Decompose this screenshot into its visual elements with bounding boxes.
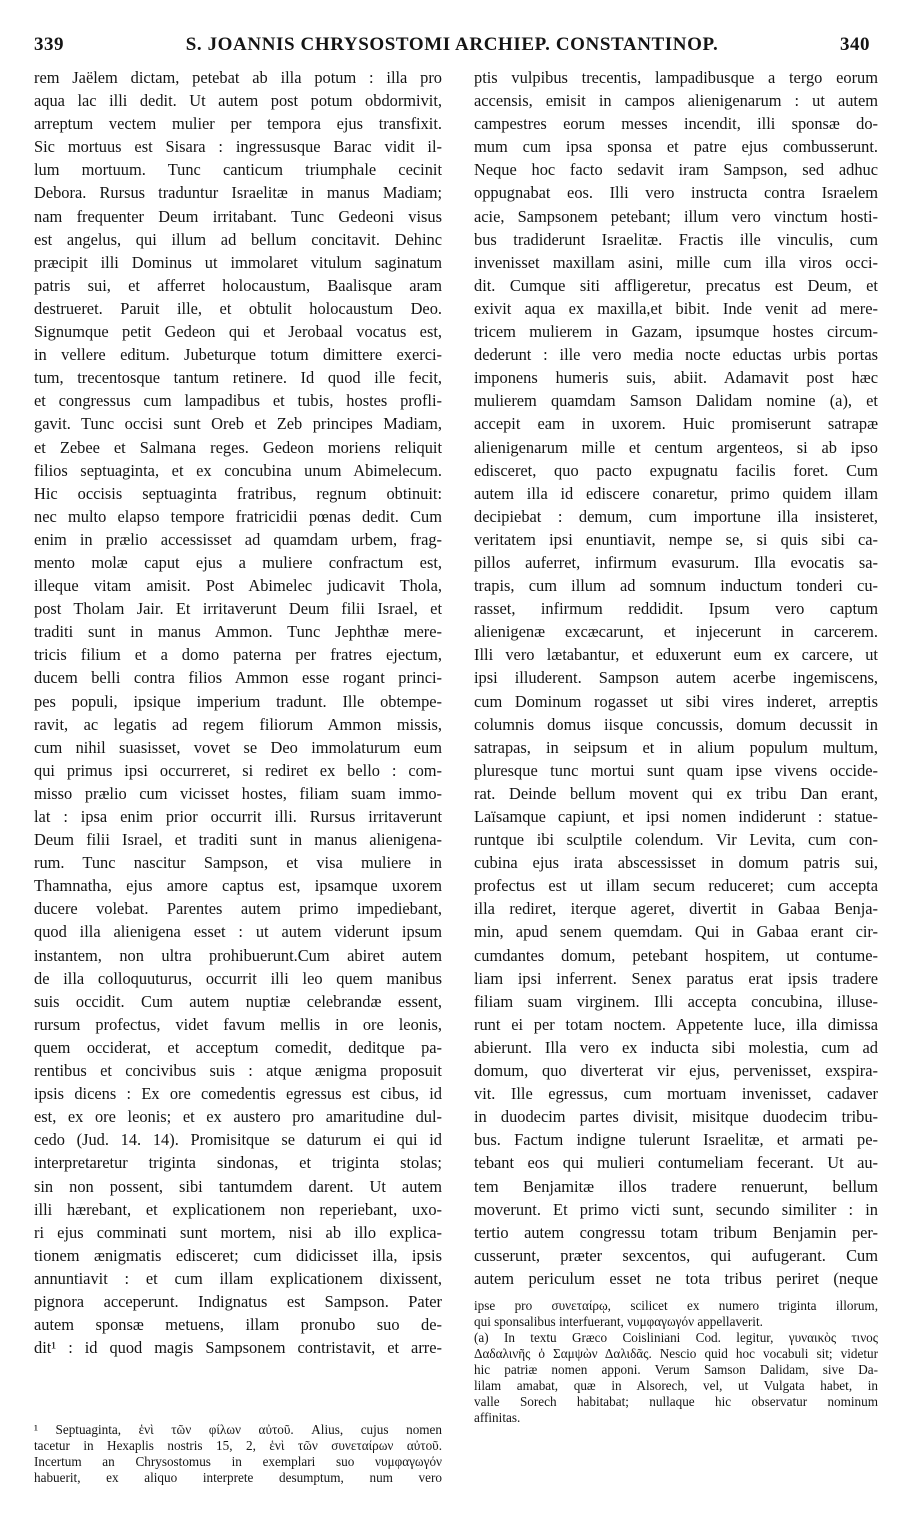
- text-line: edisceret, quo pacto expugnatu facilis foret. Cum: [474, 460, 878, 480]
- text-line: imponens humeris suis, abiit. Adamavit post hæc: [474, 368, 878, 388]
- text-line: Neque hoc facto sedavit iram Sampson, sed adhuc: [474, 160, 878, 180]
- text-line: cumdantes domum, petebant hospitem, ut contume-: [474, 945, 878, 965]
- footnotes-right: [474, 1298, 878, 1426]
- text-line: min, apud senem quemdam. Qui in Gabaa erant cir-: [474, 922, 878, 942]
- text-line: post Tholam Jair. Et irritaverunt Deum filii Israel, et: [34, 599, 442, 619]
- text-line: runt ei per totam noctem. Appetente luce, illa dimissa: [474, 1014, 878, 1034]
- text-line: rem Jaëlem dictam, petebat ab illa potum : illa pro: [34, 68, 442, 87]
- text-line: enim in prælio accessisset ad quamdam urbem, frag-: [34, 529, 442, 549]
- text-line: cum nihil suasisset, vovet se Deo immolaturum eum: [34, 737, 442, 757]
- text-line: illeque vitam amisit. Post Abimelec judicavit Thola,: [34, 576, 442, 596]
- text-line: mum cum ipsa sponsa et patre ejus combusserunt.: [474, 137, 878, 157]
- text-line: abierunt. Illa vero ex inducta sibi molestia, cum ad: [474, 1037, 878, 1057]
- text-line: dit. Cumque siti affligeretur, precatus est Deum, et: [474, 275, 878, 295]
- right-column: [474, 66, 878, 1290]
- text-line: Deum filii Israel, et traditi sunt in manus alienigena-: [34, 830, 442, 850]
- footnote-line: ¹ Septuaginta, ἑνὶ τῶν φίλων αὐτοῦ. Alius, cujus nomen: [34, 1422, 442, 1437]
- text-line: ducem belli contra filios Ammon esse rogant princi-: [34, 668, 442, 688]
- text-line: campestres eorum messes incendit, illi sponsæ do-: [474, 114, 878, 134]
- text-line: rat. Deinde bellum movent qui ex tribu Dan erant,: [474, 783, 878, 803]
- text-line: ducere volebat. Parentes autem primo impediebant,: [34, 899, 442, 919]
- text-line: lat : ipsa enim prior occurrit illi. Rursus irritaverunt: [34, 807, 442, 826]
- text-line: filiam suam virginem. Illi accepta concubina, illuse-: [474, 991, 878, 1011]
- text-line: misso prælio cum vicisset hostes, filiam suam immo-: [34, 783, 442, 803]
- text-line: Illi vero lætabantur, et eduxerunt eum ex carcere, ut: [474, 645, 878, 665]
- text-line: mulierem quamdam Samson Dalidam nomine (a), et: [474, 391, 878, 411]
- text-line: trapis, cum illum ad somnum inductum tonderi cu-: [474, 576, 878, 596]
- footnotes-left: [34, 1422, 442, 1486]
- text-line: tum, trecentosque tantum retinere. Id quod ille fecit,: [34, 368, 442, 388]
- text-line: de illa colloquuturus, occurrit illi leo quem manibus: [34, 968, 442, 988]
- text-line: suis occidit. Cum autem nuptiæ celebrandæ essent,: [34, 991, 442, 1011]
- text-line: arreptum vectem mulier per tempora ejus transfixit.: [34, 114, 442, 134]
- text-line: accensis, emisit in campos alienigenarum : ut autem: [474, 91, 878, 111]
- text-line: ri ejus comminati sunt mortem, nisi ab illo explica-: [34, 1222, 442, 1242]
- text-line: rum. Tunc nascitur Sampson, et visa muliere in: [34, 853, 442, 873]
- text-line: tem Benjamitæ illos tradere renuerunt, bellum: [474, 1176, 878, 1196]
- text-line: destrueret. Paruit ille, et obtulit holocaustum Deo.: [34, 298, 442, 318]
- text-line: tricis filium et a domo paterna per fratres ejectum,: [34, 645, 442, 665]
- text-line: moverunt. Et primo victi sunt, secundo similiter : in: [474, 1199, 878, 1219]
- text-line: aqua lac illi dedit. Ut autem post potum obdormivit,: [34, 91, 442, 111]
- text-line: quod illa alienigena esset : ut autem viderunt ipsum: [34, 922, 442, 942]
- text-line: annuntiavit : et cum illam explicationem dixissent,: [34, 1268, 442, 1288]
- text-line: nam frequenter Deum irritabant. Tunc Gedeoni visus: [34, 206, 442, 226]
- text-line: in vellere editum. Jubeturque totum dimittere exerci-: [34, 345, 442, 365]
- text-line: illa rediret, iterque ageret, divertit in Gabaa Benja-: [474, 899, 878, 919]
- text-line: sin non possent, sibi tantumdem darent. Ut autem: [34, 1176, 442, 1196]
- footnote-line: Incertum an Chrysostomus in exemplari suo νυμφαγωγόν: [34, 1454, 442, 1469]
- text-line: cum Dominum rogasset ut sibi vires inderet, arreptis: [474, 691, 878, 711]
- text-line: dederunt : ille vero media nocte eductas urbis portas: [474, 345, 878, 365]
- text-line: satrapas, in seipsum et in alium populum multum,: [474, 737, 878, 757]
- left-column: [34, 66, 442, 1359]
- text-line: profectus est ut illam secum reduceret; cum accepta: [474, 876, 878, 896]
- text-line: rentibus et concivibus suis : atque ænigma proposuit: [34, 1061, 442, 1081]
- text-line: vit. Ille egressus, cum mortuam invenisset, cadaver: [474, 1084, 878, 1104]
- footnote-line: habuerit, ex aliquo interprete desumptum, num vero: [34, 1470, 442, 1485]
- footnote-line: affinitas.: [474, 1410, 521, 1425]
- text-line: pignora acceperunt. Indignatus est Sampson. Pater: [34, 1291, 442, 1311]
- footnote-line: valle Sorech habitabat; nullaque hic observatur nominum: [474, 1394, 878, 1409]
- text-line: accepit eam in uxorem. Huic promiserunt satrapæ: [474, 414, 878, 434]
- text-line: liam ipsi inferrent. Senex paratus erat ipsis tradere: [474, 968, 878, 988]
- text-line: illi hærebant, et explicationem non reperiebant, uxo-: [34, 1199, 442, 1219]
- text-line: Sic mortuus est Sisara : ingressusque Barac vidit il-: [34, 137, 442, 157]
- text-line: columnis domus iisque concussis, domum decussit in: [474, 714, 878, 734]
- text-line: Debora. Rursus traduntur Israelitæ in manus Madiam;: [34, 183, 442, 203]
- text-line: autem sponsæ metuens, illam pronubo suo de-: [34, 1315, 442, 1335]
- text-line: cusserunt, præter sexcentos, qui aufugerant. Cum: [474, 1245, 878, 1265]
- text-line: est angelus, qui illum ad bellum concitavit. Dehinc: [34, 229, 442, 249]
- text-line: qui primus ipsi occurreret, si rediret ex bello : com-: [34, 760, 442, 780]
- page-number-right: 340: [840, 34, 870, 55]
- text-line: ptis vulpibus trecentis, lampadibusque a tergo eorum: [474, 68, 878, 87]
- footnote-line: ipse pro συνεταίρῳ, scilicet ex numero triginta illorum,: [474, 1298, 878, 1313]
- text-line: nec multo elapso tempore fratricidii pœnas dedit. Cum: [34, 506, 442, 526]
- text-line: oppugnabat eos. Illi vero instructa contra Israelem: [474, 183, 878, 203]
- text-line: in duodecim partes divisit, misitque duodecim tribu-: [474, 1107, 878, 1127]
- text-line: ravit, ac legatis ad regem filiorum Ammon missis,: [34, 714, 442, 734]
- text-line: Signumque petit Gedeon qui et Jerobaal vocatus est,: [34, 322, 442, 342]
- text-line: alienigenarum mille et centum argenteos, si ab ipso: [474, 437, 878, 457]
- text-line: traditi sunt in manus Ammon. Tunc Jephthæ mere-: [34, 622, 442, 642]
- text-line: rasset, infirmum reddidit. Ipsum vero captum: [474, 599, 878, 619]
- text-line: Laïsamque capiunt, et ipsi nomen indiderunt : statue-: [474, 807, 878, 826]
- text-line: pillos auferret, infirmum evasurum. Illa evocatis sa-: [474, 552, 878, 572]
- text-line: filios septuaginta, et ex concubina unum Abimelecum.: [34, 460, 442, 480]
- text-line: Thamnatha, ejus amore captus est, ipsamque uxorem: [34, 876, 442, 896]
- footnote-line: qui sponsalibus interfuerant, νυμφαγωγόν appellaverit.: [474, 1314, 763, 1329]
- text-line: instantem, non ultra prohibuerunt.Cum abiret autem: [34, 945, 442, 965]
- text-line: rursum profectus, videt favum mellis in ore leonis,: [34, 1014, 442, 1034]
- footnote-line: (a) In textu Græco Coisliniani Cod. legitur, γυναικὸς τινος: [474, 1330, 878, 1345]
- text-line: lum mortuum. Tunc canticum triumphale cecinit: [34, 160, 442, 180]
- text-line: cedo (Jud. 14. 14). Promisitque se daturum ei qui id: [34, 1130, 442, 1150]
- text-line: cubina ejus irata abscessisset in domum patris sui,: [474, 853, 878, 873]
- text-line: patris sui, et afferret holocaustum, Baalisque aram: [34, 275, 442, 295]
- text-line: et congressus cum lampadibus et tubis, hostes profli-: [34, 391, 442, 411]
- text-line: domum, quo diverterat vir ejus, pervenisset, exspira-: [474, 1061, 878, 1081]
- text-line: exivit aqua ex maxilla,et bibit. Inde venit ad mere-: [474, 298, 878, 318]
- text-line: runtque ibi sculptile colendum. Vir Levita, cum con-: [474, 830, 878, 850]
- text-line: est, ex ore leonis; et ex austero pro amaritudine dul-: [34, 1107, 442, 1127]
- text-line: bus. Factum indigne tulerunt Israelitæ, et armati pe-: [474, 1130, 878, 1150]
- text-line: autem illa id ediscere conaretur, primo quidem illam: [474, 483, 878, 503]
- footnote-line: Δαδαλινῆς ὁ Σαμψὼν Δαλιδᾶς. Nescio quid hoc vocabuli sit; videtur: [474, 1346, 878, 1361]
- text-line: mento molæ caput ejus a muliere confractum est,: [34, 552, 442, 572]
- footnote-line: tacetur in Hexaplis nostris 15, 2, ἑνὶ τῶν συνεταίρων αὐτοῦ.: [34, 1438, 442, 1453]
- text-line: tebant eos qui mulieri contumeliam fecerant. Ut au-: [474, 1153, 878, 1173]
- text-line: veritatem ipsi enuntiavit, nempe se, si quis sibi ca-: [474, 529, 878, 549]
- footnote-line: hic patriæ nomen apponi. Verum Samson Dalidam, sive Da-: [474, 1362, 878, 1377]
- text-line: alienigenæ excæcarunt, et injecerunt in carcerem.: [474, 622, 878, 642]
- text-line: præcipit illi Dominus ut immolaret vitulum saginatum: [34, 252, 442, 272]
- footnote-line: lilam amabat, quæ in Alsorech, vel, ut Vulgata habet, in: [474, 1378, 878, 1393]
- text-line: acie, Sampsonem petebant; illum vero vinctum hosti-: [474, 206, 878, 226]
- text-line: tricem mulierem in Gazam, ipsumque hostes circum-: [474, 322, 878, 342]
- text-line: gavit. Tunc occisi sunt Oreb et Zeb principes Madiam,: [34, 414, 442, 434]
- text-line: decipiebat : demum, cum importune illa insisteret,: [474, 506, 878, 526]
- text-line: pes populi, ipsique imperium tradunt. Ille obtempe-: [34, 691, 442, 711]
- text-line: tionem ænigmatis edisceret; cum didicisset illa, ipsis: [34, 1245, 442, 1265]
- text-line: interpretaretur triginta sindonas, et triginta stolas;: [34, 1153, 442, 1173]
- text-line: et Zebee et Salmana reges. Gedeon moriens reliquit: [34, 437, 442, 457]
- text-line: pluresque tunc mortui sunt quam ipse vivens occide-: [474, 760, 878, 780]
- page-number-left: 339: [34, 34, 64, 55]
- text-line: autem periculum esset ne tota tribus periret (neque: [474, 1268, 878, 1288]
- page-header: [34, 34, 870, 64]
- text-line: invenisset maxillam asini, mille cum illa viros occi-: [474, 252, 878, 272]
- text-line: tertio autem congressu totam tribum Benjamin per-: [474, 1222, 878, 1242]
- running-title: S. JOANNIS CHRYSOSTOMI ARCHIEP. CONSTANTINOP.: [185, 34, 719, 55]
- text-line: bus tradiderunt Israelitæ. Fractis ille vinculis, cum: [474, 229, 878, 249]
- text-line: dit¹ : id quod magis Sampsonem contristavit, et arre-: [34, 1338, 442, 1358]
- text-line: ipsi illuderent. Sampson autem acerbe ingemiscens,: [474, 668, 878, 688]
- text-line: quem occiderat, et acceptum comedit, deditque pa-: [34, 1037, 442, 1057]
- text-line: ipsis dicens : Ex ore comedentis egressus est cibus, id: [34, 1084, 442, 1104]
- text-line: Hic occisis septuaginta fratribus, regnum obtinuit:: [34, 483, 442, 503]
